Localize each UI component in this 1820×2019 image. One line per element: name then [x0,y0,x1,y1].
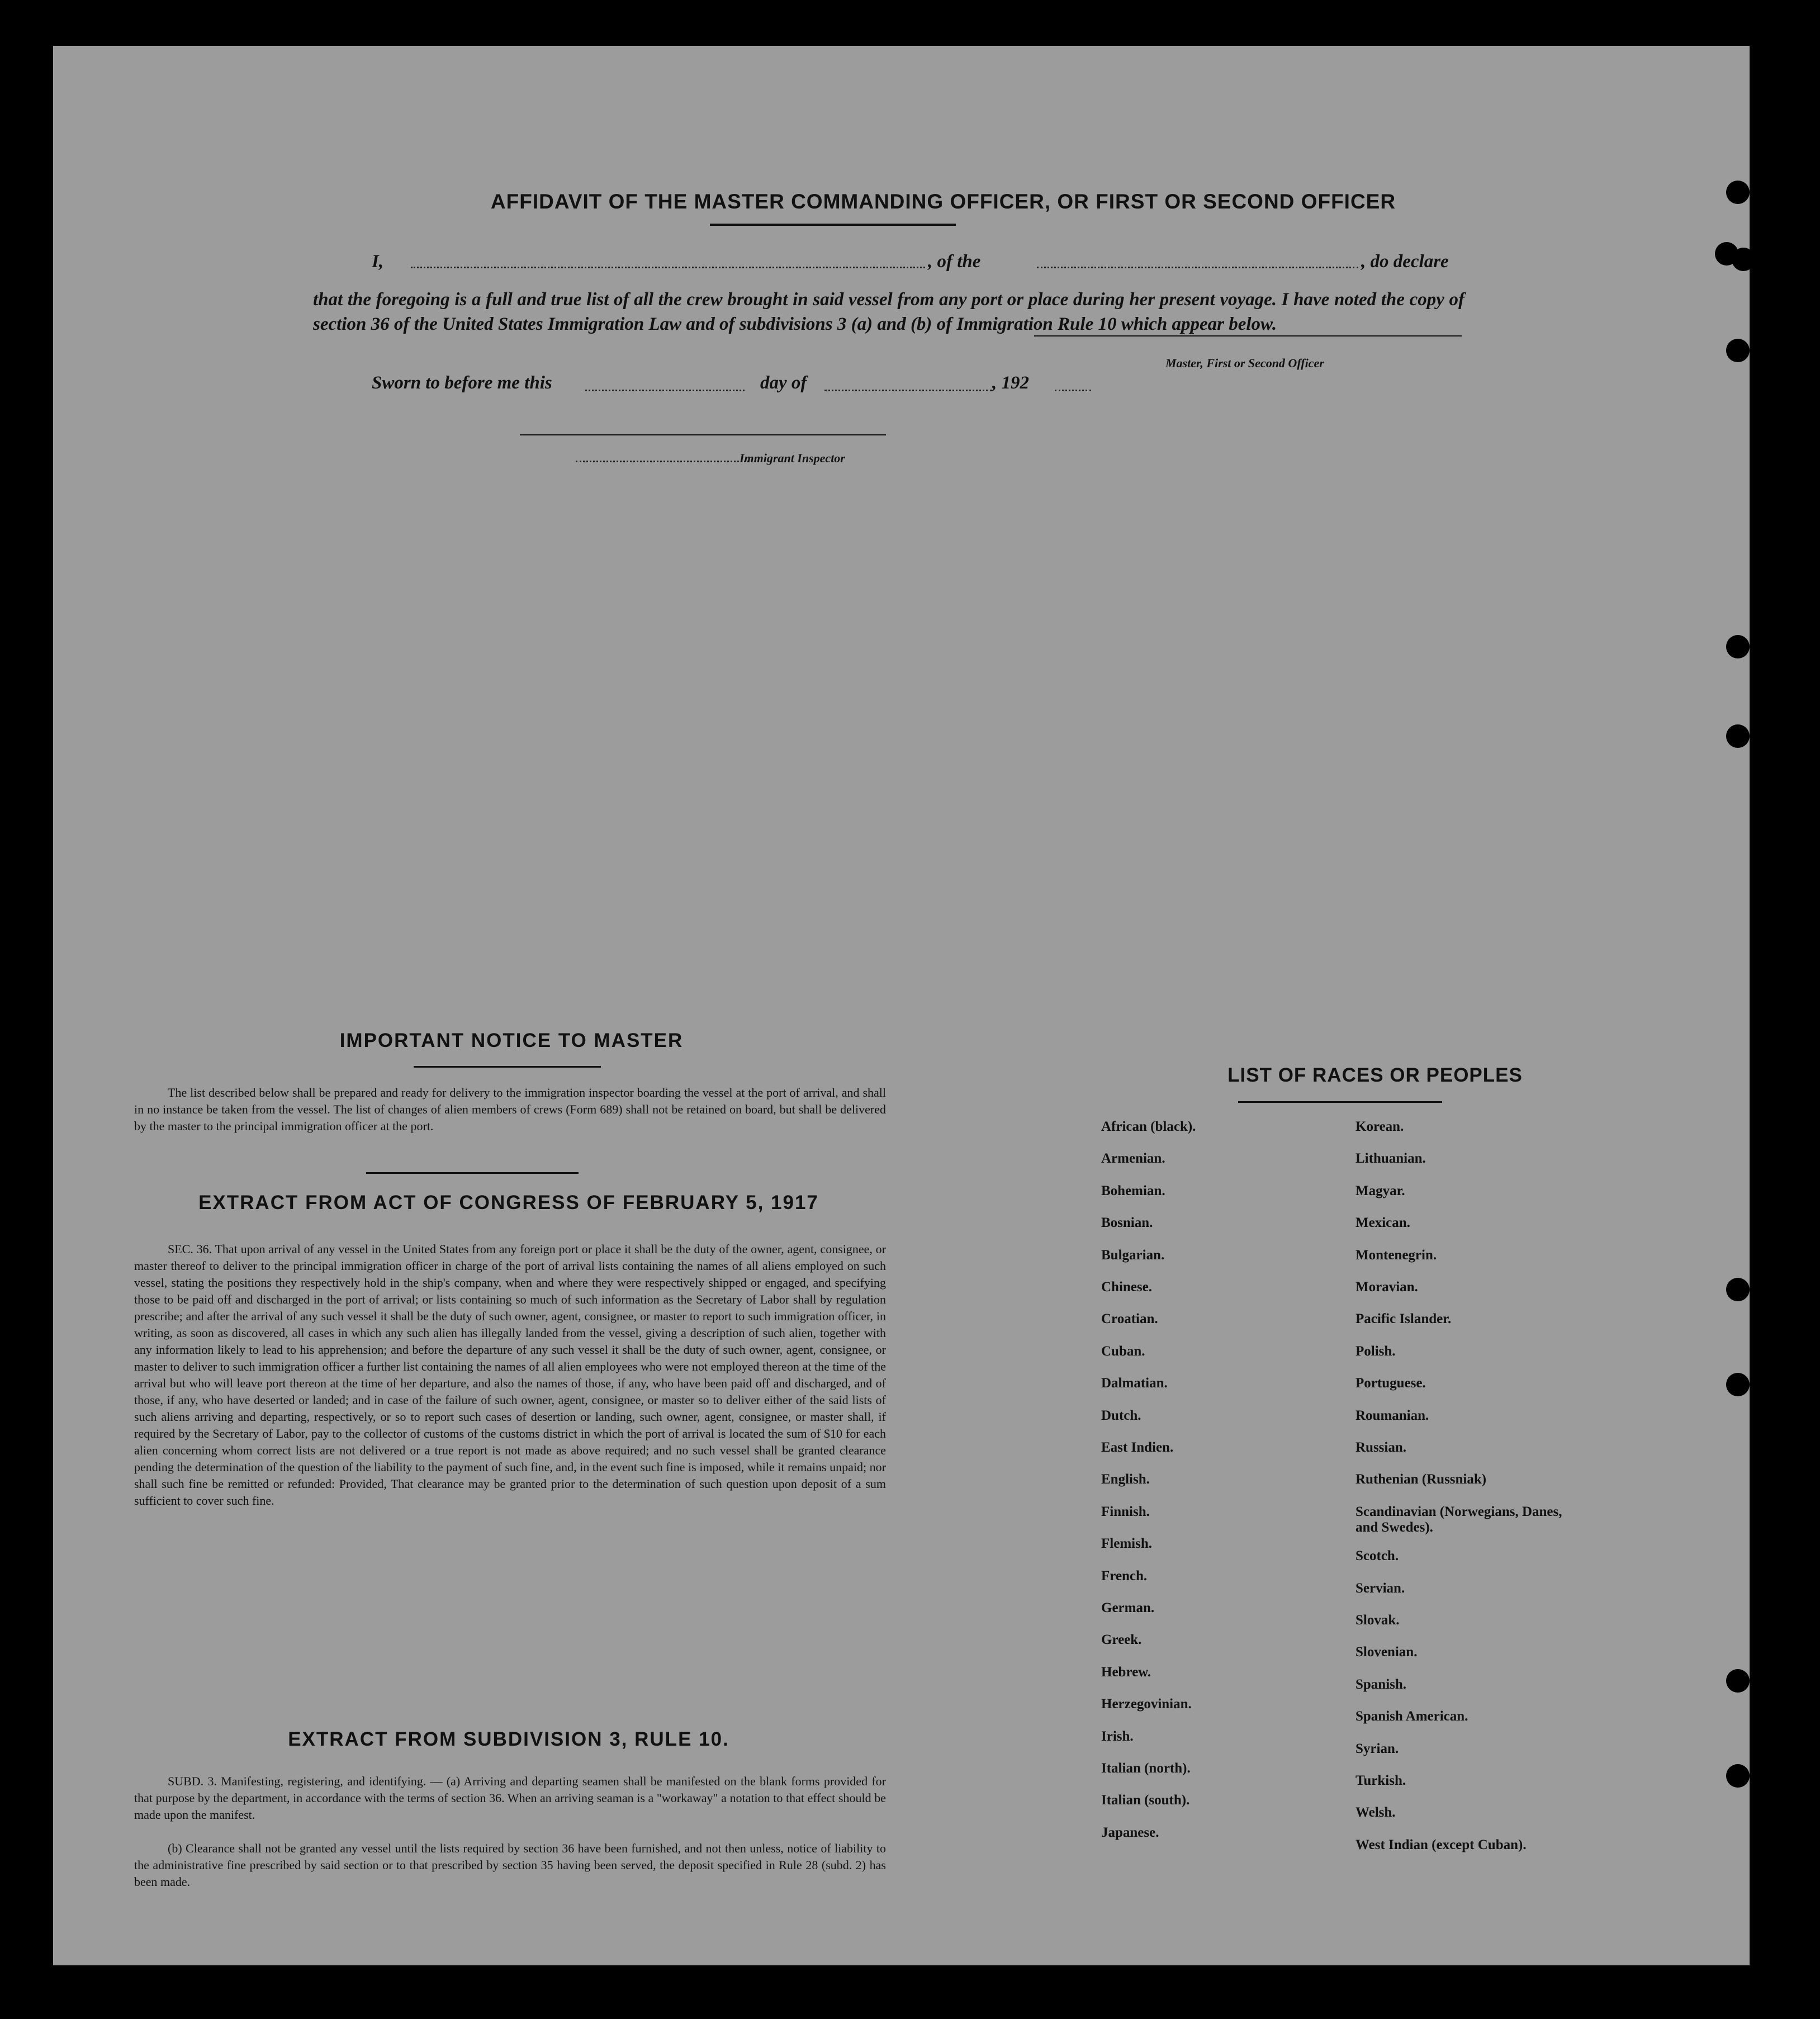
declaration-text: that the foregoing is a full and true list of all the crew brought in said vessel from any port or place during her present voyage. I have noted the copy of section 36 of the United States Immigration Law and of subdivisions 3 (a) and (b) of Immigration Rule 10 which appear below. [313,290,1464,334]
affidavit-title: AFFIDAVIT OF THE MASTER COMMANDING OFFICER, OR FIRST OR SECOND OFFICER [490,190,1396,213]
race-item: Bulgarian. [1101,1248,1165,1263]
race-item: Servian. [1355,1581,1405,1596]
notice-underline [414,1066,601,1068]
punch-hole [1732,248,1750,271]
inspector-label: Immigrant Inspector [740,451,845,465]
races-underline [1238,1101,1442,1103]
inspector-signature-line[interactable] [520,434,886,435]
race-item: Russian. [1355,1440,1407,1455]
race-item: English. [1101,1472,1150,1487]
race-item: West Indian (except Cuban). [1355,1837,1527,1852]
race-item: Lithuanian. [1355,1151,1426,1166]
punch-hole [1726,1764,1750,1788]
day-of-label: day of [760,373,807,393]
races-column-1 [1101,1119,1325,1874]
race-item: German. [1101,1600,1155,1615]
race-item: Croatian. [1101,1311,1158,1326]
race-item: Slovenian. [1355,1644,1418,1660]
notice-divider [366,1172,579,1174]
punch-hole [1726,1373,1750,1396]
title-underline [710,224,956,226]
race-item: Polish. [1355,1344,1396,1359]
punch-hole [1726,339,1750,362]
notice-title: IMPORTANT NOTICE TO MASTER [339,1030,684,1051]
notice-body: The list described below shall be prepared and ready for delivery to the immigration inspector boarding the vessel at the port of arrival, and shall in no instance be taken from the vessel. The list of changes of alien members of crews (Form 689) shall not be retained on board, but shall be delivered by the master to the principal immigration officer at the port. [134,1086,886,1133]
master-signature-label: Master, First or Second Officer [1165,356,1324,370]
master-signature-line[interactable] [1034,335,1462,336]
race-item: East Indien. [1101,1440,1174,1455]
race-item: Montenegrin. [1355,1248,1437,1263]
races-title: LIST OF RACES OR PEOPLES [1227,1064,1523,1086]
year-field[interactable] [1055,390,1091,391]
race-item: Magyar. [1355,1183,1405,1198]
race-item: Korean. [1355,1119,1404,1134]
race-item: Slovak. [1355,1613,1400,1628]
race-item: Japanese. [1101,1825,1159,1840]
punch-hole [1726,181,1750,204]
race-item: Flemish. [1101,1536,1152,1551]
race-item: Bohemian. [1101,1183,1165,1198]
act-extract-title: EXTRACT FROM ACT OF CONGRESS OF FEBRUARY 5, 1917 [198,1192,819,1214]
race-item: Spanish. [1355,1677,1407,1692]
document-page [53,46,1750,1965]
race-item: Mexican. [1355,1215,1410,1230]
day-field[interactable] [585,390,745,391]
act-extract-body: SEC. 36. That upon arrival of any vessel in the United States from any foreign port or place it shall be the duty of the owner, agent, consignee, or master thereof to deliver to the principal immigration officer in charge of the port of arrival lists containing the names of all aliens employed on such vessel, stating the positions they respectively hold in the ship's company, when and where they were respectively shipped or engaged, and specifying those to be paid off and discharged in the port of arrival; or lists containing so much of such information as the Secretary of Labor shall by regulation prescribe; and after the arrival of any such vessel it shall be the duty of such owner, agent, consignee, or master to report to such immigration officer, in writing, as soon as discovered, all cases in which any such alien has illegally landed from the vessel, giving a description of such alien, together with any information likely to lead to his apprehension; and before the departure of any such vessel it shall be the duty of such owner, agent, consignee, or master to deliver to such immigration officer a further list containing the names of all alien employees who were not employed thereon at the time of the arrival but who will leave port thereon at the time of her departure, and also the names of those, if any, who have been paid off and discharged, and of those, if any, who have deserted or landed; and in case of the failure of such owner, agent, consignee, or master so to deliver either of the said lists of such aliens arriving and departing, respectively, or so to report such cases of desertion or landing, such owner, agent, consignee, or master shall, if required by the Secretary of Labor, pay to the collector of customs of the customs district in which the port of arrival is located the sum of $10 for each alien concerning whom correct lists are not delivered or a true report is not made as above required; and no such vessel shall be granted clearance pending the determination of the question of the liability to the payment of such fine, and, in the event such fine is imposed, while it remains unpaid; nor shall such fine be remitted or refunded: Provided, That clearance may be granted prior to the determination of such question upon deposit of a sum sufficient to cover such fine. [134,1242,886,1508]
inspector-field[interactable] [576,461,749,462]
race-item: Portuguese. [1355,1376,1426,1391]
race-item: Scandinavian (Norwegians, Danes, and Swedes). [1355,1504,1562,1535]
race-item: Dutch. [1101,1408,1141,1423]
race-item: Herzegovinian. [1101,1696,1192,1712]
race-item: Turkish. [1355,1773,1406,1788]
race-item: Ruthenian (Russniak) [1355,1472,1487,1487]
rule-extract-title: EXTRACT FROM SUBDIVISION 3, RULE 10. [288,1728,729,1750]
race-item: Chinese. [1101,1279,1152,1295]
race-item: Dalmatian. [1101,1376,1168,1391]
races-column-2 [1355,1119,1669,1874]
punch-hole [1726,1278,1750,1301]
sworn-label: Sworn to before me this [372,373,552,393]
race-item: Finnish. [1101,1504,1150,1519]
race-item: Armenian. [1101,1151,1165,1166]
rule-extract-para-b: (b) Clearance shall not be granted any vessel until the lists required by section 36 have been furnished, and not then unless, notice of liability to the administrative fine prescribed by said section or to that prescribed by section 35 having been served, the deposit specified in Rule 28 (subd. 2) has been made. [134,1841,886,1889]
race-item: Hebrew. [1101,1665,1151,1680]
race-item: Bosnian. [1101,1215,1153,1230]
race-item: Spanish American. [1355,1709,1468,1724]
punch-hole [1726,635,1750,658]
race-item: African (black). [1101,1119,1196,1134]
race-item: Italian (south). [1101,1793,1190,1808]
i-label: I, [372,252,384,272]
of-the-label: , of the [928,252,981,272]
year-label: , 192 [992,373,1029,393]
race-item: Moravian. [1355,1279,1418,1295]
race-item: Irish. [1101,1729,1134,1744]
race-item: Pacific Islander. [1355,1311,1452,1326]
month-field[interactable] [824,390,992,391]
do-declare-label: , do declare [1361,252,1449,272]
race-item: Roumanian. [1355,1408,1429,1423]
rule-extract-para-a: SUBD. 3. Manifesting, registering, and identifying. — (a) Arriving and departing seamen shall be manifested on the blank forms provided for that purpose by the department, in accordance with the terms of section 36. When an arriving seaman is a "workaway" a notation to that effect should be made upon the manifest. [134,1774,886,1822]
race-item: French. [1101,1568,1148,1584]
punch-hole [1726,724,1750,748]
race-item: Scotch. [1355,1548,1399,1563]
position-field[interactable] [1037,267,1358,268]
race-item: Italian (north). [1101,1761,1191,1776]
race-item: Cuban. [1101,1344,1145,1359]
race-item: Syrian. [1355,1741,1399,1756]
punch-hole [1726,1669,1750,1693]
race-item: Welsh. [1355,1805,1396,1820]
name-field[interactable] [411,267,925,268]
race-item: Greek. [1101,1632,1142,1647]
